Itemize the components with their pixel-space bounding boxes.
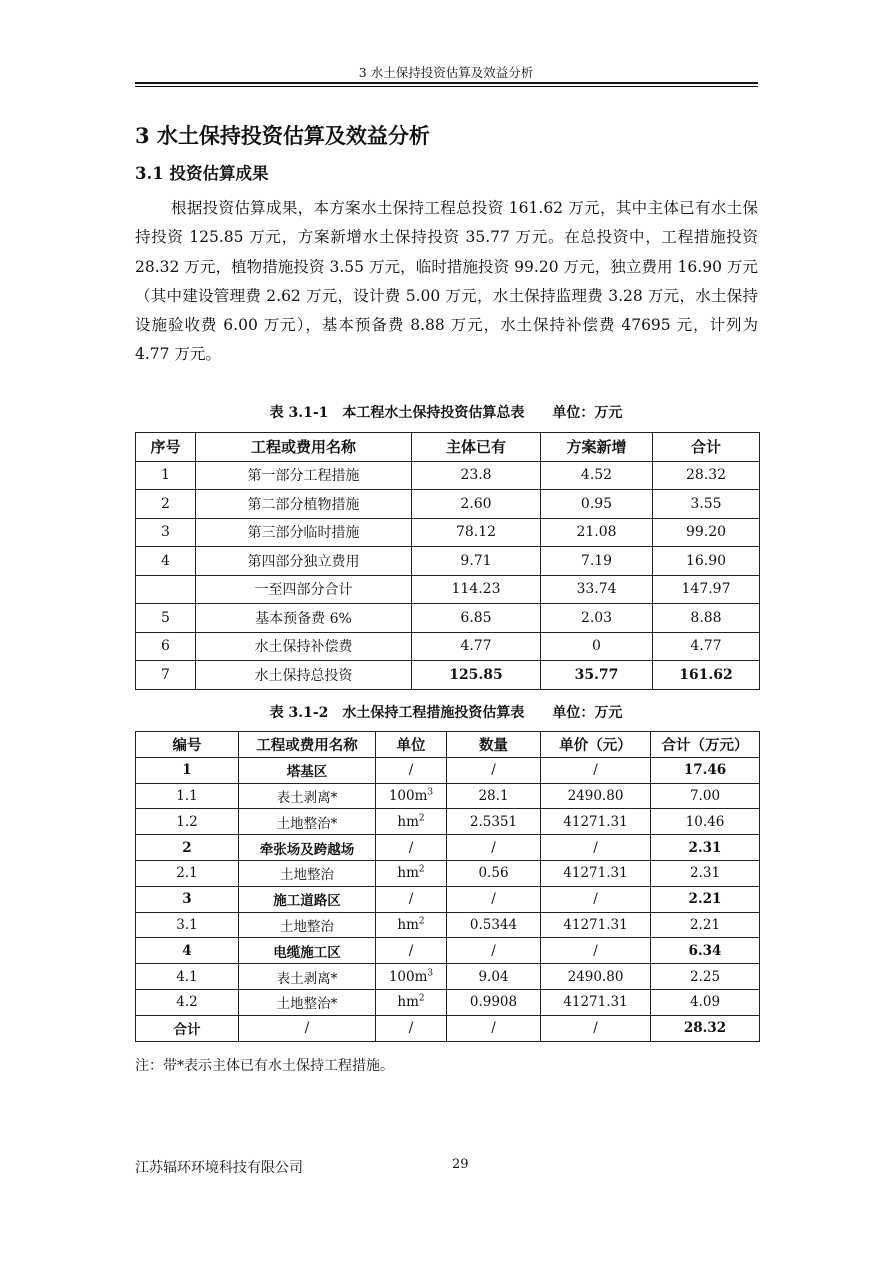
table-cell: 2.5351	[447, 809, 541, 835]
table-cell: 41271.31	[541, 989, 651, 1015]
table-cell: 1.1	[136, 783, 239, 809]
table-cell: 2.21	[651, 886, 760, 912]
table-cell: /	[541, 886, 651, 912]
table-cell: 16.90	[653, 547, 760, 576]
table-row	[136, 604, 760, 633]
table-cell: 土地整治*	[239, 989, 376, 1015]
table-cell: /	[376, 886, 447, 912]
table-cell: 2.21	[651, 912, 760, 938]
table1-caption: 表 3.1-1 本工程水土保持投资估算总表 单位：万元	[269, 405, 623, 421]
unit-text: hm	[397, 813, 419, 830]
table-cell: 7.00	[651, 783, 760, 809]
table-cell: 3.55	[653, 490, 760, 519]
table-cell: 第一部分工程措施	[196, 461, 412, 490]
table-cell: /	[376, 757, 447, 783]
unit-text: hm	[397, 916, 419, 933]
table-cell: 施工道路区	[239, 886, 376, 912]
section-heading: 3.1 投资估算成果	[135, 164, 269, 183]
table-cell	[376, 989, 447, 1015]
unit-exponent: 2	[418, 864, 425, 875]
table-cell: 6	[136, 632, 196, 661]
table-cell: 6.34	[651, 938, 760, 964]
table-cell: 4.52	[541, 461, 653, 490]
paragraph-text: 根据投资估算成果，本方案水土保持工程总投资 161.62 万元，其中主体已有水土保持投资 125.85 万元，方案新增水土保持投资 35.77 万元。在总投资中，工程措施投资 28.32 万元，植物措施投资 3.55 万元，临时措施投资 99.20 万元，独立费用 16.90 万元（其中建设管理费 2.62 万元，设计费 5.00 万元，水土保持监理费 3.28 万元，水土保持设施验收费 6.00 万元），基本预备费 8.88 万元，水土保持补偿费 47695 元，计列为 4.77 万元。	[135, 199, 758, 364]
column-header: 工程或费用名称	[196, 433, 412, 462]
table-cell: 土地整治	[239, 860, 376, 886]
table-cell: 0.95	[541, 490, 653, 519]
table-cell: 99.20	[653, 518, 760, 547]
column-header: 合计	[653, 433, 760, 462]
table-cell: 28.32	[651, 1015, 760, 1041]
header-rule-thin	[135, 86, 758, 87]
table-cell: 4.1	[136, 964, 239, 990]
table-row	[136, 860, 760, 886]
table-cell: 3.1	[136, 912, 239, 938]
page-number: 29	[452, 1157, 469, 1172]
investment-summary-table	[135, 432, 760, 690]
table-cell: 17.46	[651, 757, 760, 783]
column-header: 合计（万元）	[651, 732, 760, 758]
table-cell: 4.77	[653, 632, 760, 661]
table-cell: 6.85	[412, 604, 541, 633]
column-header: 主体已有	[412, 433, 541, 462]
table-cell: /	[447, 835, 541, 861]
table-row	[136, 1015, 760, 1041]
unit-exponent: 3	[427, 787, 434, 798]
footer-company: 江苏辐环环境科技有限公司	[135, 1160, 303, 1176]
unit-exponent: 2	[418, 916, 425, 927]
table-cell: 表土剥离*	[239, 964, 376, 990]
table-cell: 7.19	[541, 547, 653, 576]
table-cell: 牵张场及跨越场	[239, 835, 376, 861]
table-cell: 4.77	[412, 632, 541, 661]
table2-header-row	[136, 732, 760, 758]
body-paragraph	[135, 194, 758, 370]
table-cell: 4.09	[651, 989, 760, 1015]
table-cell: 2	[136, 835, 239, 861]
table-cell: 表土剥离*	[239, 783, 376, 809]
table-row	[136, 518, 760, 547]
table-cell: 1.2	[136, 809, 239, 835]
table-row	[136, 632, 760, 661]
table-cell: 4	[136, 938, 239, 964]
table-cell: /	[447, 938, 541, 964]
table-cell: 2490.80	[541, 783, 651, 809]
table-row	[136, 461, 760, 490]
table-cell: /	[239, 1015, 376, 1041]
table-cell: 0	[541, 632, 653, 661]
table-cell	[376, 809, 447, 835]
table-cell: 147.97	[653, 575, 760, 604]
table-cell: 水土保持总投资	[196, 661, 412, 690]
table-cell: 第二部分植物措施	[196, 490, 412, 519]
table-cell: 161.62	[653, 661, 760, 690]
table1-header-row	[136, 433, 760, 462]
unit-text: hm	[397, 865, 419, 882]
table-row	[136, 912, 760, 938]
table-cell: 塔基区	[239, 757, 376, 783]
table2-caption: 表 3.1-2 水土保持工程措施投资估算表 单位：万元	[269, 705, 623, 721]
table-cell: /	[541, 835, 651, 861]
table-cell: 33.74	[541, 575, 653, 604]
column-header: 单价（元）	[541, 732, 651, 758]
table-row	[136, 886, 760, 912]
table-cell: 7	[136, 661, 196, 690]
table-cell: 2.25	[651, 964, 760, 990]
table-cell: 第四部分独立费用	[196, 547, 412, 576]
table-row	[136, 809, 760, 835]
table-cell: 2	[136, 490, 196, 519]
table-cell: /	[376, 938, 447, 964]
column-header: 工程或费用名称	[239, 732, 376, 758]
table-cell	[376, 783, 447, 809]
table-row	[136, 547, 760, 576]
table-cell	[376, 912, 447, 938]
table-cell: /	[541, 1015, 651, 1041]
table-cell: 2.1	[136, 860, 239, 886]
table-cell: 水土保持补偿费	[196, 632, 412, 661]
table-cell: 114.23	[412, 575, 541, 604]
table-cell: 9.04	[447, 964, 541, 990]
table-cell: 0.5344	[447, 912, 541, 938]
table-cell: /	[541, 938, 651, 964]
table-cell: 2490.80	[541, 964, 651, 990]
table-cell: 第三部分临时措施	[196, 518, 412, 547]
table-cell: 78.12	[412, 518, 541, 547]
table-row	[136, 661, 760, 690]
table-cell: /	[541, 757, 651, 783]
table-cell: 10.46	[651, 809, 760, 835]
unit-exponent: 2	[418, 993, 425, 1004]
unit-text: 100m	[388, 968, 428, 985]
table-row	[136, 835, 760, 861]
table-cell: /	[376, 1015, 447, 1041]
table-cell: /	[447, 757, 541, 783]
table-cell: 土地整治*	[239, 809, 376, 835]
column-header: 单位	[376, 732, 447, 758]
table-cell: 3	[136, 886, 239, 912]
column-header: 编号	[136, 732, 239, 758]
unit-text: hm	[397, 994, 419, 1011]
table-cell: 2.60	[412, 490, 541, 519]
table-cell: 1	[136, 461, 196, 490]
column-header: 方案新增	[541, 433, 653, 462]
table-cell: 23.8	[412, 461, 541, 490]
table-cell: 0.9908	[447, 989, 541, 1015]
table-cell: 8.88	[653, 604, 760, 633]
table-cell: 1	[136, 757, 239, 783]
table-cell: 0.56	[447, 860, 541, 886]
table-cell: 41271.31	[541, 809, 651, 835]
table-cell: 5	[136, 604, 196, 633]
table-row	[136, 964, 760, 990]
chapter-heading: 3 水土保持投资估算及效益分析	[135, 123, 430, 148]
table-cell: /	[447, 886, 541, 912]
table-cell: 125.85	[412, 661, 541, 690]
column-header: 数量	[447, 732, 541, 758]
table-cell: 土地整治	[239, 912, 376, 938]
table-cell: 2.31	[651, 835, 760, 861]
table-cell: 合计	[136, 1015, 239, 1041]
table-row	[136, 783, 760, 809]
table-cell	[136, 575, 196, 604]
unit-text: 100m	[388, 787, 428, 804]
table-cell	[376, 964, 447, 990]
table-cell: /	[447, 1015, 541, 1041]
table-cell: 2.03	[541, 604, 653, 633]
table-row	[136, 575, 760, 604]
table-cell: 4.2	[136, 989, 239, 1015]
header-rule-thick	[135, 82, 758, 84]
table-note: 注：带*表示主体已有水土保持工程措施。	[135, 1058, 394, 1074]
table-cell: 一至四部分合计	[196, 575, 412, 604]
table-cell: 35.77	[541, 661, 653, 690]
table-row	[136, 757, 760, 783]
table-cell: 28.32	[653, 461, 760, 490]
table-cell: 41271.31	[541, 912, 651, 938]
table-cell: 21.08	[541, 518, 653, 547]
running-header: 3 水土保持投资估算及效益分析	[358, 65, 534, 80]
table-cell: 41271.31	[541, 860, 651, 886]
engineering-measures-table	[135, 731, 760, 1042]
table-row	[136, 490, 760, 519]
table-cell: 9.71	[412, 547, 541, 576]
table-cell: 电缆施工区	[239, 938, 376, 964]
table-cell: 3	[136, 518, 196, 547]
unit-exponent: 2	[418, 813, 425, 824]
table-cell	[376, 860, 447, 886]
table-cell: 28.1	[447, 783, 541, 809]
table-row	[136, 938, 760, 964]
unit-exponent: 3	[427, 968, 434, 979]
table-row	[136, 989, 760, 1015]
table-cell: 2.31	[651, 860, 760, 886]
table-cell: /	[376, 835, 447, 861]
column-header: 序号	[136, 433, 196, 462]
table-cell: 基本预备费 6%	[196, 604, 412, 633]
table-cell: 4	[136, 547, 196, 576]
